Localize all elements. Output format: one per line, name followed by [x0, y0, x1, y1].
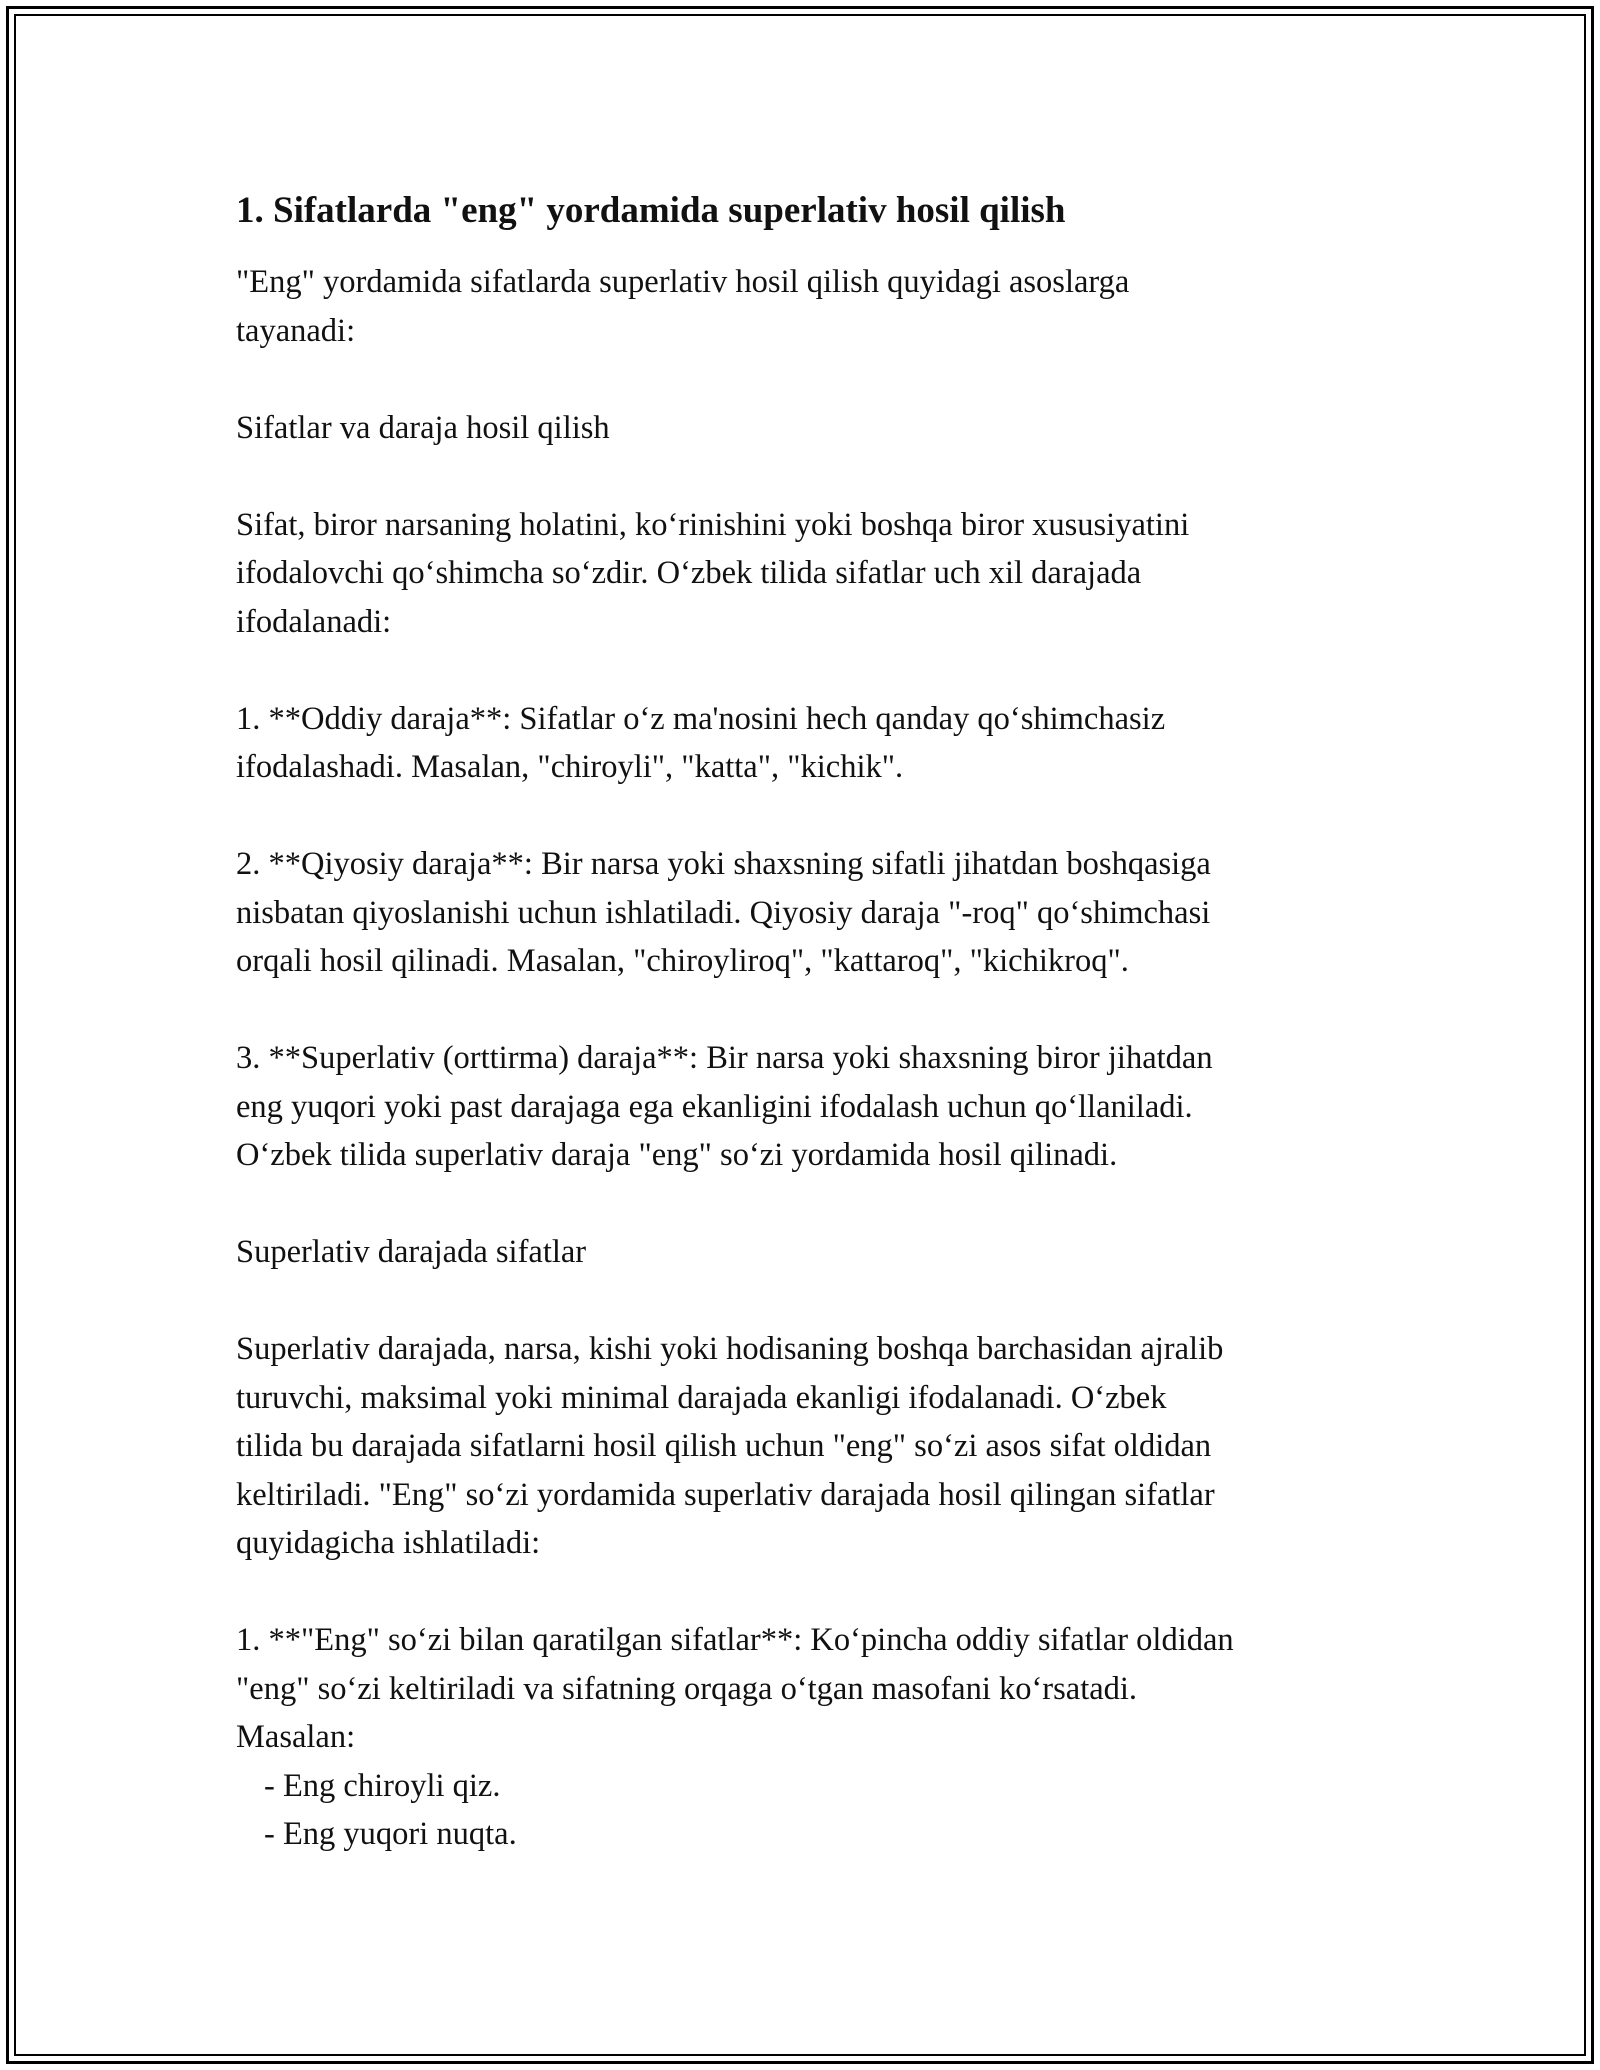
text-line: quyidagicha ishlatiladi: — [236, 1525, 541, 1561]
text-line: tilida bu darajada sifatlarni hosil qilish uchun "eng" so‘zi asos sifat oldidan — [236, 1428, 1212, 1464]
section-heading-superlative — [236, 1228, 1376, 1277]
text-line: ifodalanadi: — [236, 603, 392, 640]
text-line: "eng" so‘zi keltiriladi va sifatning orqaga o‘tgan masofani ko‘rsatadi. — [236, 1670, 1138, 1707]
text-line: 1. **Oddiy daraja**: Sifatlar o‘z ma'nosini hech qanday qo‘shimchasiz — [236, 700, 1166, 737]
text-line: turuvchi, maksimal yoki minimal darajada ekanligi ifodalanadi. O‘zbek — [236, 1379, 1167, 1416]
example-line: - Eng yuqori nuqta. — [264, 1816, 517, 1852]
text-line: 1. **"Eng" so‘zi bilan qaratilgan sifatlar**: Ko‘pincha oddiy sifatlar oldidan — [236, 1622, 1234, 1658]
text-line: Superlativ darajada, narsa, kishi yoki hodisaning boshqa barchasidan ajralib — [236, 1331, 1224, 1367]
text-line: 2. **Qiyosiy daraja**: Bir narsa yoki shaxsning sifatli jihatdan boshqasiga — [236, 846, 1211, 882]
text-line: nisbatan qiyoslanishi uchun ishlatiladi. Qiyosiy daraja "-roq" qo‘shimchasi — [236, 894, 1211, 931]
paragraph-definition — [236, 501, 1376, 647]
text-line: ifodalovchi qo‘shimcha so‘zdir. O‘zbek tilida sifatlar uch xil darajada — [236, 555, 1142, 591]
document-body — [236, 186, 1376, 1907]
paragraph-superlative-explanation — [236, 1325, 1376, 1568]
list-item-simple-degree — [236, 695, 1376, 792]
text-line: Sifat, biror narsaning holatini, ko‘rinishini yoki boshqa biror xususiyatini — [236, 506, 1190, 543]
example-line: - Eng chiroyli qiz. — [264, 1767, 501, 1804]
text-line: keltiriladi. "Eng" so‘zi yordamida superlativ darajada hosil qilingan sifatlar — [236, 1476, 1215, 1513]
text-line: 3. **Superlativ (orttirma) daraja**: Bir narsa yoki shaxsning biror jihatdan — [236, 1040, 1213, 1076]
text-line: Superlativ darajada sifatlar — [236, 1234, 587, 1270]
list-item-eng-adjectives — [236, 1616, 1376, 1859]
text-line: ifodalashadi. Masalan, "chiroyli", "katta", "kichik". — [236, 749, 904, 785]
text-line: Masalan: — [236, 1719, 356, 1755]
text-line: "Eng" yordamida sifatlarda superlativ hosil qilish quyidagi asoslarga — [236, 264, 1130, 300]
text-line: Sifatlar va daraja hosil qilish — [236, 409, 610, 446]
page-title: 1. Sifatlarda "eng" yordamida superlativ hosil qilish — [236, 190, 1066, 231]
list-item-superlative-degree — [236, 1034, 1376, 1180]
list-item-comparative-degree — [236, 840, 1376, 986]
section-heading-degrees — [236, 404, 1376, 453]
text-line: tayanadi: — [236, 312, 356, 349]
paragraph-intro — [236, 258, 1376, 355]
text-line: O‘zbek tilida superlativ daraja "eng" so‘zi yordamida hosil qilinadi. — [236, 1137, 1118, 1173]
text-line: eng yuqori yoki past darajaga ega ekanligini ifodalash uchun qo‘llaniladi. — [236, 1088, 1193, 1125]
text-line: orqali hosil qilinadi. Masalan, "chiroyliroq", "kattaroq", "kichikroq". — [236, 943, 1129, 979]
